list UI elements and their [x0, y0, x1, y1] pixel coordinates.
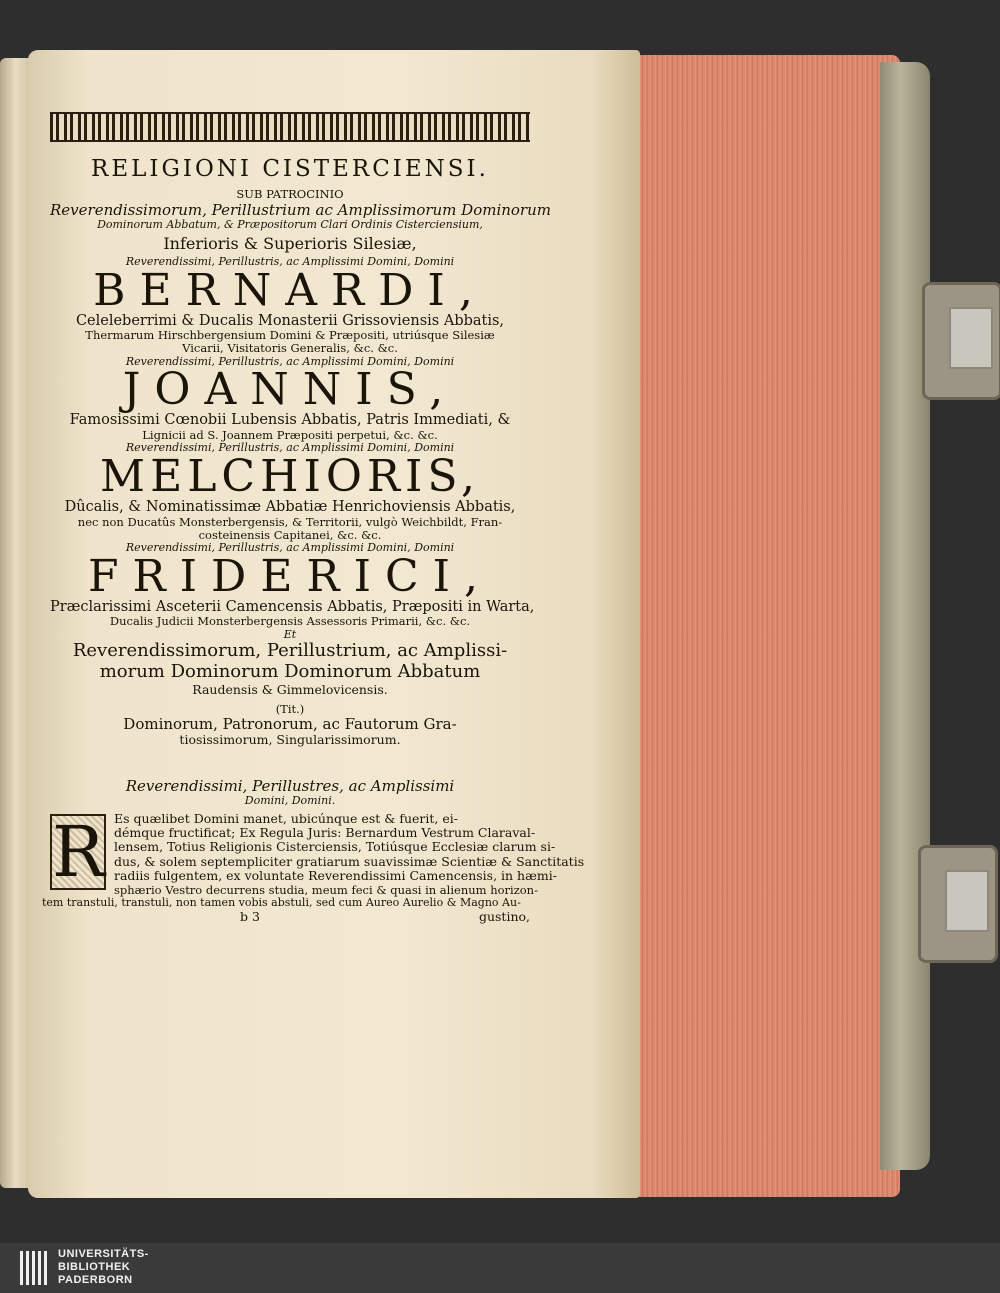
name-heading: BERNARDI,: [93, 264, 487, 316]
line: Vicarii, Visitatoris Generalis, &c. &c.: [182, 341, 398, 356]
line: tiosissimorum, Singularissimorum.: [179, 732, 401, 748]
body-line: sphærio Vestro decurrens studia, meum feci & quasi in alienum horizon-: [114, 882, 538, 897]
line: Reverendissimi, Perillustris, ac Amplissimi Domini, Domini: [125, 254, 455, 268]
book-cover: [880, 62, 930, 1170]
line: Raudensis & Gimmelovicensis.: [192, 681, 388, 697]
body-line: tem transtuli, transtuli, non tamen vobis abstuli, sed cum Aureo Aurelio & Magno Au-: [42, 895, 521, 909]
line: Celeleberrimi & Ducalis Monasterii Grissoviensis Abbatis,: [75, 312, 505, 329]
line: Reverendissimi, Perillustris, ac Amplissimi Domini, Domini: [125, 354, 455, 368]
line: Dûcalis, & Nominatissimæ Abbatiæ Henrichoviensis Abbatis,: [64, 498, 516, 515]
logo-line: BIBLIOTHEK: [58, 1261, 131, 1273]
line: Et: [283, 627, 297, 641]
line: Inferioris & Superioris Silesiæ,: [163, 233, 417, 253]
body-line: démque fructificat; Ex Regula Juris: Bernardum Vestrum Claraval-: [114, 825, 536, 840]
page-title: RELIGIONI CISTERCIENSI.: [91, 156, 489, 182]
line: Reverendissimi, Perillustris, ac Amplissimi Domini, Domini: [125, 441, 455, 455]
body-line: radiis fulgentem, ex voluntate Reverendissimi Camencensis, in hæmi-: [114, 868, 557, 884]
line: morum Dominorum Dominorum Abbatum: [99, 660, 481, 682]
page-footer-line: [50, 909, 530, 925]
salutation: Reverendissimi, Perillustres, ac Amplissimi: [125, 776, 455, 795]
line: Reverendissimi, Perillustris, ac Amplissimi Domini, Domini: [125, 540, 455, 554]
line: Præclarissimi Asceterii Camencensis Abbatis, Præpositi in Warta,: [50, 598, 535, 615]
logo-line: PADERBORN: [58, 1274, 133, 1286]
clasp-pin: [945, 870, 989, 932]
body-line: Es quælibet Domini manet, ubicúnque est & fuerit, ei-: [114, 810, 458, 826]
clasp-top: [922, 282, 1000, 400]
name-heading: FRIDERICI,: [88, 550, 492, 602]
line: nec non Ducatûs Monsterbergensis, & Territorii, vulgò Weichbildt, Fran-: [77, 514, 503, 529]
line: Reverendissimorum, Perillustrium, ac Amplissi-: [72, 640, 508, 662]
line: SUB PATROCINIO: [236, 187, 344, 202]
name-heading: MELCHIORIS,: [100, 450, 480, 502]
library-footer: [0, 1243, 1000, 1293]
line: Ducalis Judicii Monsterbergensis Assessoris Primarii, &c. &c.: [109, 614, 471, 629]
body-line: lensem, Totius Religionis Cisterciensis, Totiúsque Ecclesiæ clarum si-: [114, 839, 556, 855]
salutation: Domini, Domini.: [244, 793, 336, 807]
page-edges: [624, 55, 900, 1197]
body-line: dus, & solem septempliciter gratiarum suavissimæ Scientiæ & Sanctitatis: [114, 853, 585, 869]
library-logo-text: [58, 1248, 149, 1287]
signature-mark: b 3: [240, 909, 260, 925]
drop-capital: R: [52, 810, 105, 893]
ornament-border: [50, 112, 530, 142]
clasp-bottom: [918, 845, 998, 963]
library-logo-icon: [20, 1251, 50, 1285]
line: costeinensis Capitanei, &c. &c.: [198, 527, 382, 542]
line: (Tit.): [275, 701, 305, 716]
line: Thermarum Hirschbergensium Domini & Præpositi, utriúsque Silesiæ: [85, 328, 495, 343]
line: Dominorum Abbatum, & Præpositorum Clari Ordinis Cisterciensium,: [97, 217, 483, 231]
clasp-pin: [949, 307, 993, 369]
catchword: gustino,: [478, 909, 530, 925]
logo-line: UNIVERSITÄTS-: [58, 1248, 149, 1260]
line: Famosissimi Cœnobii Lubensis Abbatis, Patris Immediati, &: [69, 412, 511, 429]
line: Dominorum, Patronorum, ac Fautorum Gra-: [123, 715, 457, 734]
page-content: [42, 112, 585, 925]
line: Lignicii ad S. Joannem Præpositi perpetui, &c. &c.: [142, 428, 438, 442]
body-text: [42, 810, 585, 926]
line: Reverendissimorum, Perillustrium ac Amplissimorum Dominorum: [50, 200, 551, 219]
name-heading: JOANNIS,: [122, 364, 458, 416]
